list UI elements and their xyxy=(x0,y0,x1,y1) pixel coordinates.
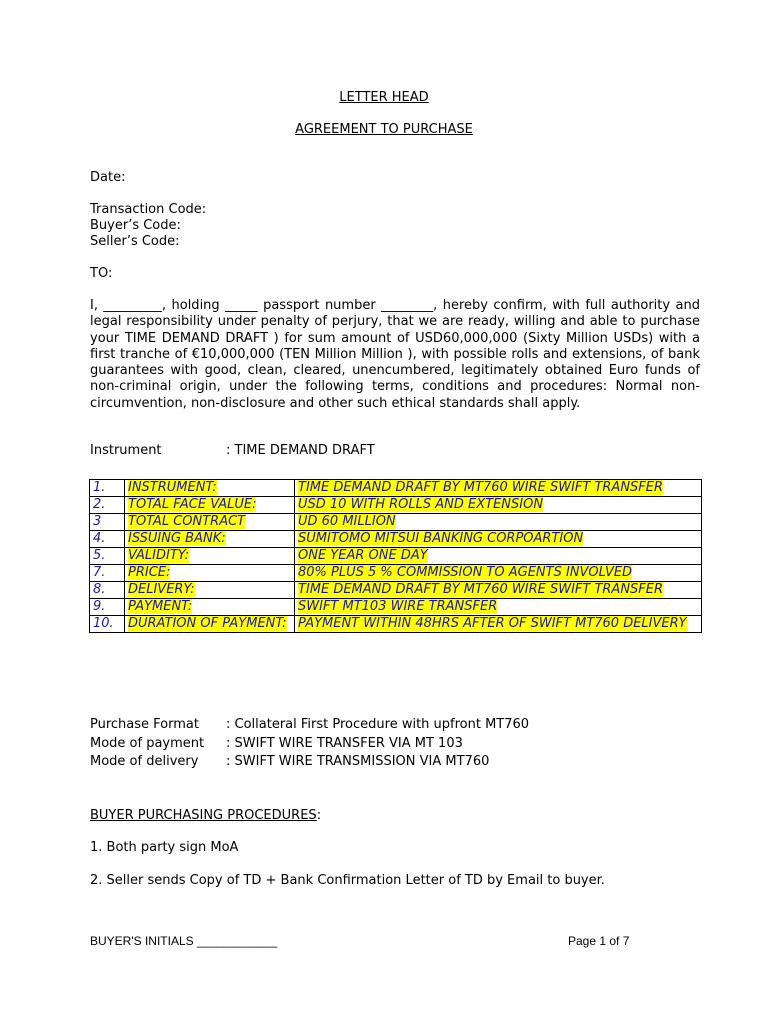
instrument-label: Instrument xyxy=(90,443,162,458)
row-label-cell xyxy=(125,497,295,514)
table-row xyxy=(90,548,702,565)
row-value: TIME DEMAND DRAFT BY MT760 WIRE SWIFT TRANSFER xyxy=(298,480,664,495)
format-label: Mode of delivery xyxy=(90,754,199,769)
row-value-cell xyxy=(295,599,702,616)
terms-table xyxy=(89,479,702,633)
row-label-cell xyxy=(125,531,295,548)
table-row xyxy=(90,565,702,582)
confirmation-paragraph: I, _________, holding _____ passport number ________, hereby confirm, with full authority and legal responsibility under penalty of perjury, that we are ready, willing and able to purchase your TIME DEMAND DRAFT ) for sum amount of USD60,000,000 (Sixty Million USDs) with a first tranche of €10,000,000 (TEN Million Million ), with possible rolls and extensions, of bank guarantees with good, clean, cleared, unencumbered, legitimately obtained Euro funds of non-criminal origin, under the following terms, conditions and procedures: Normal non-circumvention, non-disclosure and other such ethical standards shall apply. xyxy=(90,298,700,411)
row-number: 2. xyxy=(93,497,106,512)
table-row xyxy=(90,497,702,514)
row-label: DURATION OF PAYMENT: xyxy=(128,616,287,631)
table-row xyxy=(90,480,702,497)
row-value: UD 60 MILLION xyxy=(298,514,396,529)
table-row xyxy=(90,616,702,633)
table-row xyxy=(90,514,702,531)
row-label-cell xyxy=(125,514,295,531)
row-number: 1. xyxy=(93,480,106,495)
row-number-cell xyxy=(90,514,125,531)
buyers-initials: BUYER'S INITIALS ____________ xyxy=(90,934,278,948)
table-row xyxy=(90,599,702,616)
row-label-cell xyxy=(125,582,295,599)
instrument-line xyxy=(90,443,375,459)
format-row-payment xyxy=(90,736,463,752)
row-value: PAYMENT WITHIN 48HRS AFTER OF SWIFT MT760 DELIVERY xyxy=(298,616,687,631)
row-label: VALIDITY: xyxy=(128,548,189,563)
row-value-cell xyxy=(295,497,702,514)
sellers-code-field: Seller’s Code: xyxy=(90,234,180,249)
row-value-cell xyxy=(295,582,702,599)
row-value-cell xyxy=(295,616,702,633)
row-value: USD 10 WITH ROLLS AND EXTENSION xyxy=(298,497,544,512)
row-label: INSTRUMENT: xyxy=(128,480,217,495)
format-label: Mode of payment xyxy=(90,736,205,751)
table-row xyxy=(90,582,702,599)
format-value: : Collateral First Procedure with upfront MT760 xyxy=(226,717,530,732)
row-label: DELIVERY: xyxy=(128,582,195,597)
row-label-cell xyxy=(125,565,295,582)
row-number: 5. xyxy=(93,548,106,563)
row-value: SWIFT MT103 WIRE TRANSFER xyxy=(298,599,498,614)
row-value-cell xyxy=(295,548,702,565)
row-value: ONE YEAR ONE DAY xyxy=(298,548,428,563)
row-number: 9. xyxy=(93,599,106,614)
row-label-cell xyxy=(125,616,295,633)
row-number-cell xyxy=(90,531,125,548)
row-value-cell xyxy=(295,514,702,531)
row-number-cell xyxy=(90,582,125,599)
row-value: TIME DEMAND DRAFT BY MT760 WIRE SWIFT TRANSFER xyxy=(298,582,664,597)
transaction-code-field: Transaction Code: xyxy=(90,202,207,217)
to-field: TO: xyxy=(90,266,113,281)
row-label: ISSUING BANK: xyxy=(128,531,226,546)
procedures-heading-text: BUYER PURCHASING PROCEDURES xyxy=(90,808,317,823)
row-label: PAYMENT: xyxy=(128,599,193,614)
row-number-cell xyxy=(90,599,125,616)
format-row-delivery xyxy=(90,754,489,770)
row-number: 7. xyxy=(93,565,106,580)
row-number: 8. xyxy=(93,582,106,597)
row-value-cell xyxy=(295,480,702,497)
table-row xyxy=(90,531,702,548)
row-number-cell xyxy=(90,480,125,497)
format-value: : SWIFT WIRE TRANSFER VIA MT 103 xyxy=(226,736,463,751)
procedures-heading-colon: : xyxy=(316,808,322,823)
row-value: SUMITOMO MITSUI BANKING CORPOARTION xyxy=(298,531,584,546)
row-label: TOTAL CONTRACT xyxy=(128,514,246,529)
letter-head-title: LETTER HEAD xyxy=(339,90,429,105)
procedures-heading xyxy=(90,808,321,824)
row-number: 3 xyxy=(93,514,102,529)
row-number: 4. xyxy=(93,531,106,546)
agreement-title: AGREEMENT TO PURCHASE xyxy=(295,122,473,137)
page-number: Page 1 of 7 xyxy=(568,934,630,948)
date-field: Date: xyxy=(90,170,126,185)
row-label-cell xyxy=(125,599,295,616)
format-row-purchase xyxy=(90,717,529,733)
row-value: 80% PLUS 5 % COMMISSION TO AGENTS INVOLVED xyxy=(298,565,633,580)
procedure-step-1: 1. Both party sign MoA xyxy=(90,840,239,855)
row-number-cell xyxy=(90,565,125,582)
buyers-code-field: Buyer’s Code: xyxy=(90,218,181,233)
row-label: PRICE: xyxy=(128,565,171,580)
procedure-step-2: 2. Seller sends Copy of TD + Bank Confirmation Letter of TD by Email to buyer. xyxy=(90,873,605,888)
row-label-cell xyxy=(125,548,295,565)
row-label-cell xyxy=(125,480,295,497)
format-value: : SWIFT WIRE TRANSMISSION VIA MT760 xyxy=(226,754,490,769)
row-value-cell xyxy=(295,565,702,582)
row-number: 10. xyxy=(93,616,114,631)
instrument-value: : TIME DEMAND DRAFT xyxy=(226,443,375,458)
row-number-cell xyxy=(90,548,125,565)
row-number-cell xyxy=(90,616,125,633)
row-label: TOTAL FACE VALUE: xyxy=(128,497,257,512)
format-label: Purchase Format xyxy=(90,717,199,732)
row-value-cell xyxy=(295,531,702,548)
row-number-cell xyxy=(90,497,125,514)
